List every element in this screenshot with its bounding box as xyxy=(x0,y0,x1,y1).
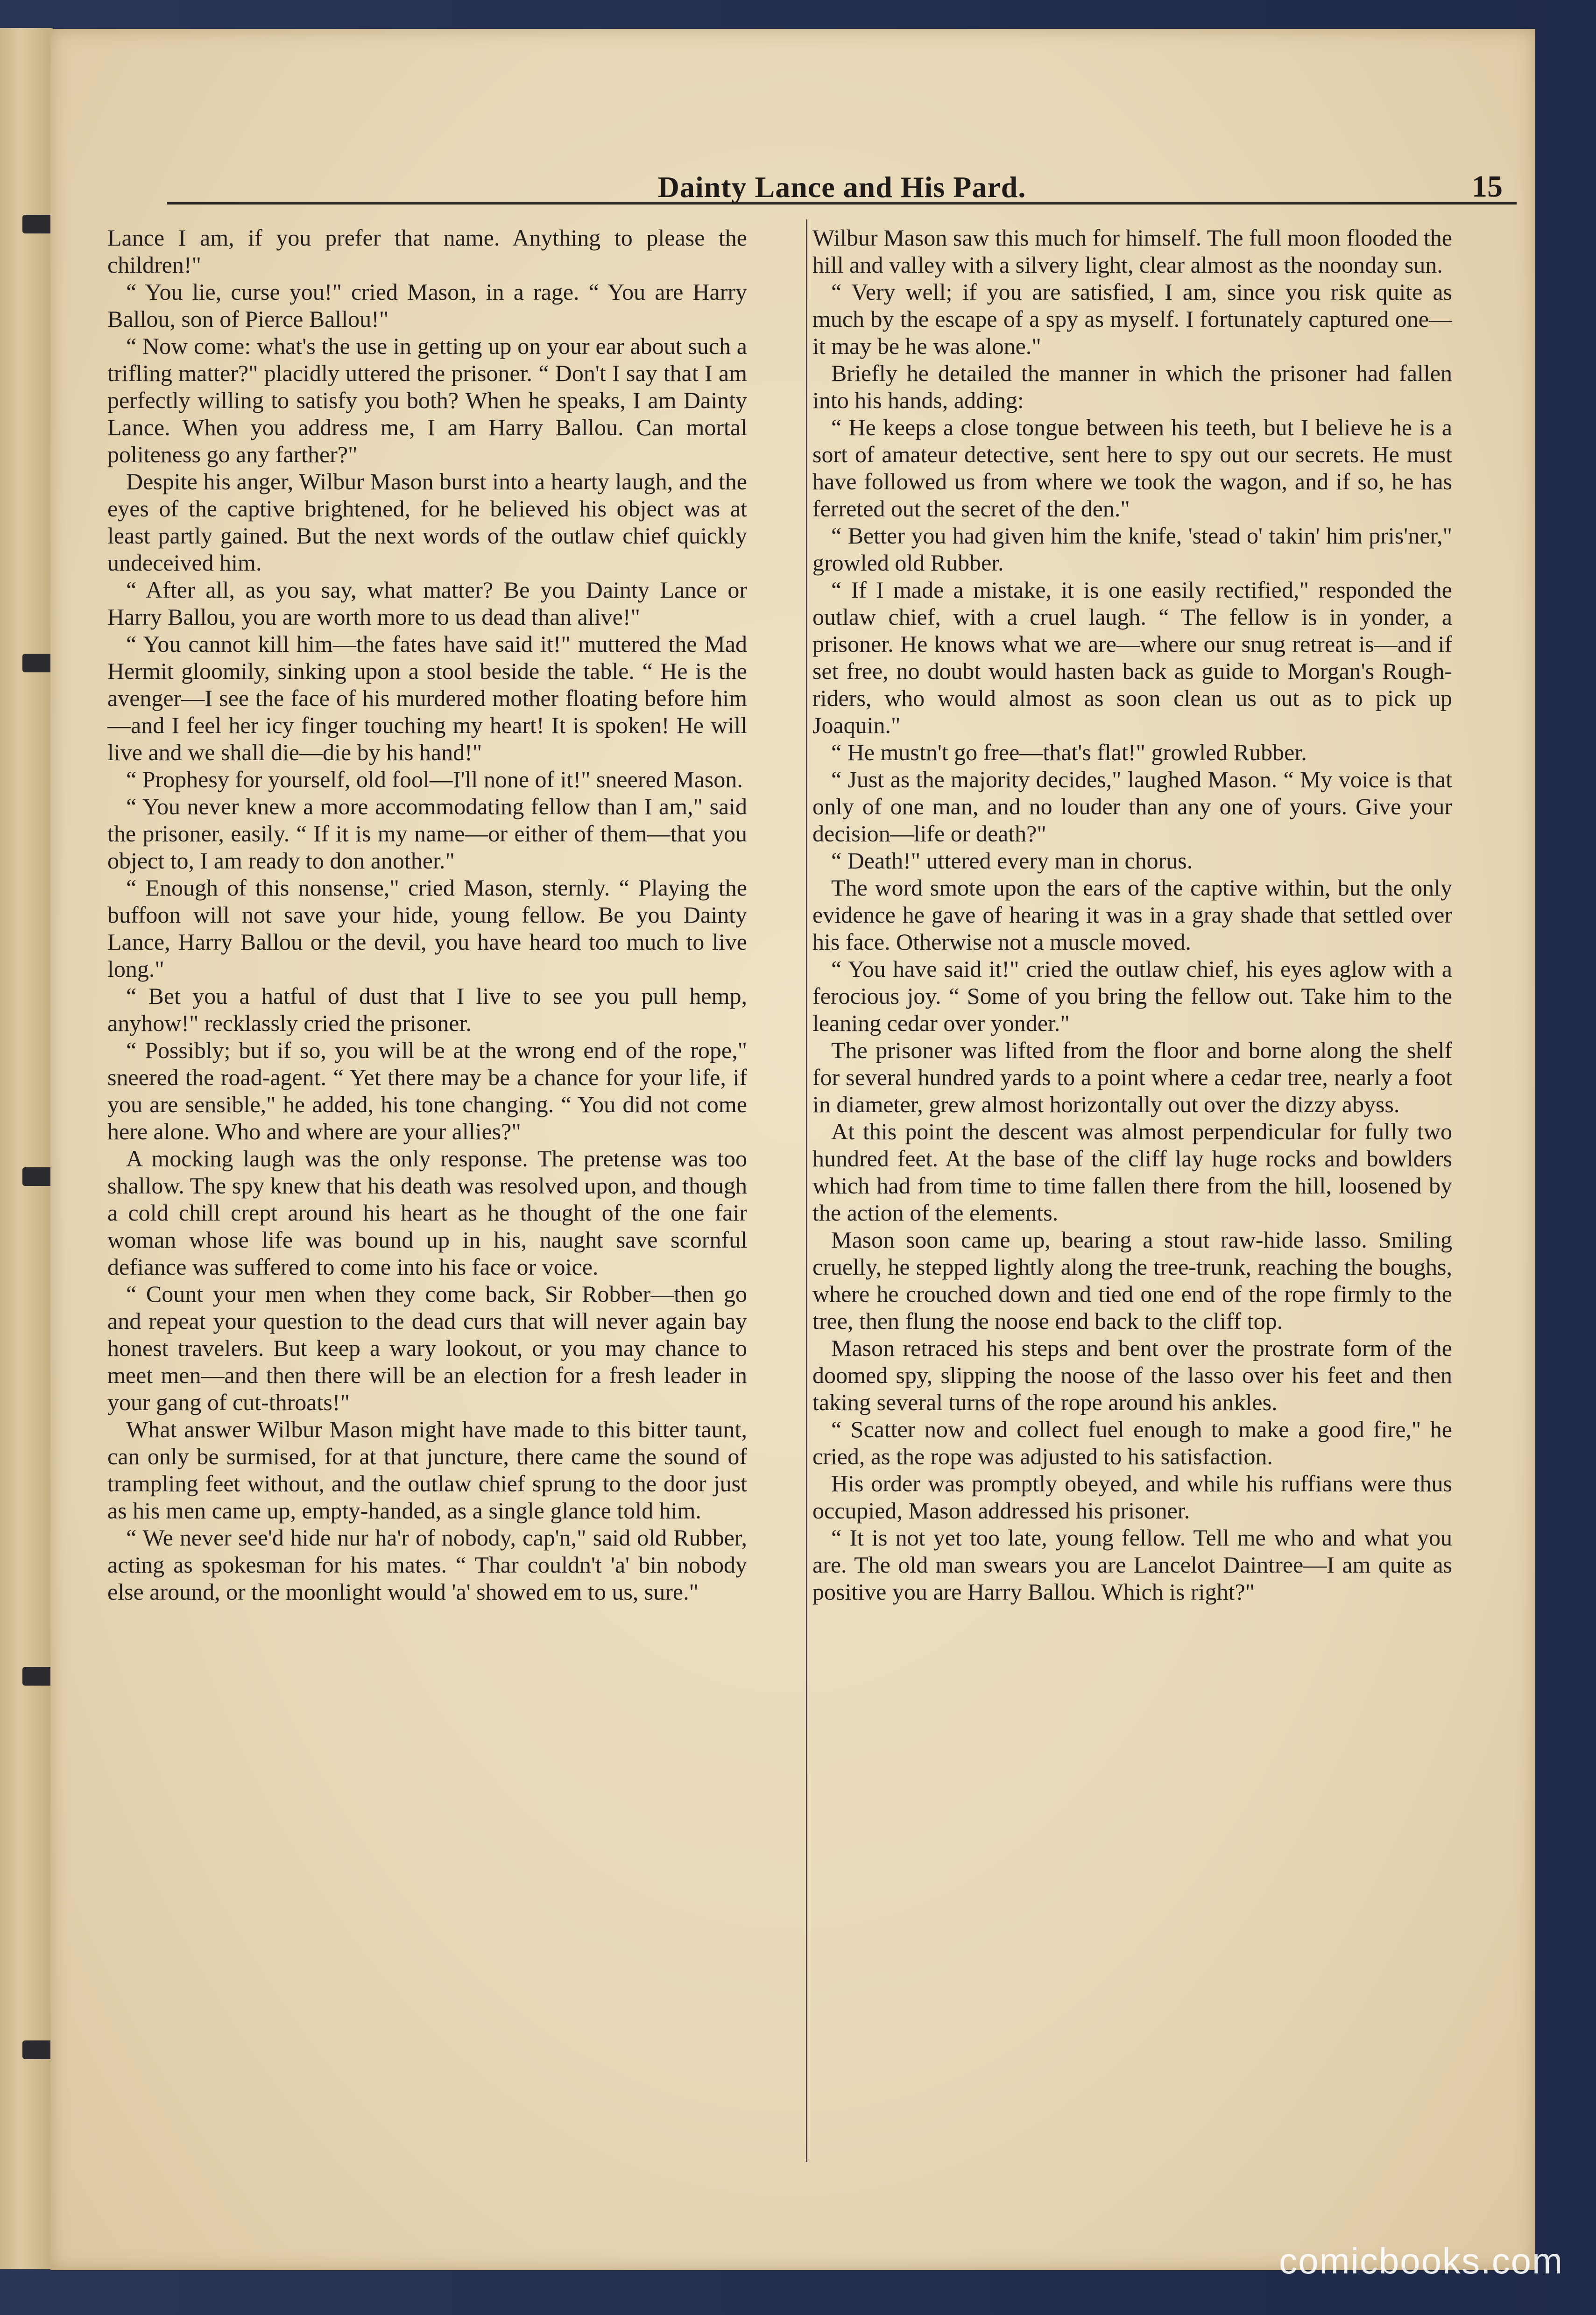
binding-spine xyxy=(0,28,53,2269)
paragraph: “ Better you had given him the knife, 'stead o' takin' him pris'ner," growled old Rubber. xyxy=(812,522,1452,576)
running-header xyxy=(167,146,1517,205)
paragraph: “ Death!" uttered every man in chorus. xyxy=(831,847,1193,874)
paragraph: “ Very well; if you are satisfied, I am, since you risk quite as much by the escape of a spy as myself. I fortunately captured one—it may be he was alone." xyxy=(812,279,1452,359)
column-divider xyxy=(806,219,807,2162)
running-title: Dainty Lance and His Pard. xyxy=(657,170,1026,204)
paragraph: At this point the descent was almost perpendicular for fully two hundred feet. At the base of the cliff lay huge rocks and bowlders which had from time to time fallen there from the hill, loosened by the action of the elements. xyxy=(812,1118,1452,1226)
paragraph: Lance I am, if you prefer that name. Anything to please the children!" xyxy=(107,225,747,278)
paragraph: “ Enough of this nonsense," cried Mason, sternly. “ Playing the buffoon will not save your hide, young fellow. Be you Dainty Lance, Harry Ballou or the devil, you have heard too much to live long." xyxy=(107,875,747,982)
paragraph: Wilbur Mason saw this much for himself. The full moon flooded the hill and valley with a silvery light, clear almost as the noonday sun. xyxy=(812,225,1452,278)
paragraph: “ Now come: what's the use in getting up on your ear about such a trifling matter?" placidly uttered the prisoner. “ Don't I say that I am perfectly willing to satisfy you both? When he speaks, I am Dainty Lance. When you address me, I am Harry Ballou. Can mortal politeness go any farther?" xyxy=(107,333,747,467)
paragraph: “ It is not yet too late, young fellow. Tell me who and what you are. The old man swears you are Lancelot Daintree—I am quite as positive you are Harry Ballou. Which is right?" xyxy=(812,1525,1452,1605)
paragraph: “ If I made a mistake, it is one easily rectified," responded the outlaw chief, with a cruel laugh. “ The fellow is in yonder, a prisoner. He knows what we are—where our snug retreat is—and if set free, no doubt would hasten back as guide to Morgan's Rough-riders, who would almost as soon clean us out as to pick up Joaquin." xyxy=(812,577,1452,738)
paragraph: “ You never knew a more accommodating fellow than I am," said the prisoner, easily. “ If it is my name—or either of them—that you object to, I am ready to don another." xyxy=(107,793,747,874)
paragraph: “ You lie, curse you!" cried Mason, in a rage. “ You are Harry Ballou, son of Pierce Ballou!" xyxy=(107,279,747,332)
paragraph: What answer Wilbur Mason might have made to this bitter taunt, can only be surmised, for at that juncture, there came the sound of trampling feet without, and the outlaw chief sprung to the door just as his men came up, empty-handed, as a single glance told him. xyxy=(107,1416,747,1524)
paragraph: “ Count your men when they come back, Sir Robber—then go and repeat your question to the dead curs that will never again bay honest travelers. But keep a wary lookout, or you may chance to meet men—and then there will be an election for a fresh leader in your gang of cut-throats!" xyxy=(107,1281,747,1415)
paragraph: “ You cannot kill him—the fates have said it!" muttered the Mad Hermit gloomily, sinking upon a stool beside the table. “ He is the avenger—I see the face of his murdered mother floating before him—and I feel her icy finger touching my heart! It is spoken! He will live and we shall die—die by his hand!" xyxy=(107,631,747,765)
watermark: comicbooks.com xyxy=(1279,2240,1563,2281)
page-number: 15 xyxy=(1472,169,1503,204)
paragraph: A mocking laugh was the only response. The pretense was too shallow. The spy knew that his death was resolved upon, and though a cold chill crept around his heart as he thought of the one fair woman whose life was bound up in his, naught save scornful defiance was suffered to come into his face or voice. xyxy=(107,1145,747,1280)
paragraph: Despite his anger, Wilbur Mason burst into a hearty laugh, and the eyes of the captive brightened, for he believed his object was at least partly gained. But the next words of the outlaw chief quickly undeceived him. xyxy=(107,468,747,576)
paragraph: “ We never see'd hide nur ha'r of nobody, cap'n," said old Rubber, acting as spokesman for his mates. “ Thar couldn't 'a' bin nobody else around, or the moonlight would 'a' showed em to us, sure." xyxy=(107,1525,747,1605)
paragraph: “ Scatter now and collect fuel enough to make a good fire," he cried, as the rope was adjusted to his satisfaction. xyxy=(812,1416,1452,1469)
paragraph: “ Bet you a hatful of dust that I live to see you pull hemp, anyhow!" recklassly cried the prisoner. xyxy=(107,983,747,1036)
paragraph: “ You have said it!" cried the outlaw chief, his eyes aglow with a ferocious joy. “ Some of you bring the fellow out. Take him to the leaning cedar over yonder." xyxy=(812,956,1452,1036)
paragraph: “ He mustn't go free—that's flat!" growled Rubber. xyxy=(831,739,1307,765)
paragraph: “ After all, as you say, what matter? Be you Dainty Lance or Harry Ballou, you are worth more to us dead than alive!" xyxy=(107,577,747,630)
paragraph: “ Possibly; but if so, you will be at the wrong end of the rope," sneered the road-agent. “ Yet there may be a chance for your life, if you are sensible," he added, his tone changing. “ You did not come here alone. Who and where are your allies?" xyxy=(107,1037,747,1144)
paragraph: The word smote upon the ears of the captive within, but the only evidence he gave of hearing it was in a gray shade that settled over his face. Otherwise not a muscle moved. xyxy=(812,875,1452,955)
right-text-column xyxy=(812,224,1452,2157)
paragraph: “ Prophesy for yourself, old fool—I'll none of it!" sneered Mason. xyxy=(126,766,743,792)
paragraph: His order was promptly obeyed, and while his ruffians were thus occupied, Mason addressed his prisoner. xyxy=(812,1470,1452,1524)
left-text-column xyxy=(107,224,747,2157)
paragraph: “ Just as the majority decides," laughed Mason. “ My voice is that only of one man, and no louder than any one of yours. Give your decision—life or death?" xyxy=(812,766,1452,847)
paragraph: “ He keeps a close tongue between his teeth, but I believe he is a sort of amateur detective, sent here to spy out our secrets. He must have followed us from where we took the wagon, and if so, he has ferreted out the secret of the den." xyxy=(812,414,1452,522)
paragraph: The prisoner was lifted from the floor and borne along the shelf for several hundred yards to a point where a cedar tree, nearly a foot in diameter, grew almost horizontally out over the dizzy abyss. xyxy=(812,1037,1452,1117)
paragraph: Briefly he detailed the manner in which the prisoner had fallen into his hands, adding: xyxy=(812,360,1452,413)
paragraph: Mason soon came up, bearing a stout raw-hide lasso. Smiling cruelly, he stepped lightly along the tree-trunk, reaching the boughs, where he crouched down and tied one end of the rope firmly to the tree, then flung the noose end back to the cliff top. xyxy=(812,1227,1452,1334)
paragraph: Mason retraced his steps and bent over the prostrate form of the doomed spy, slipping the noose of the lasso over his feet and then taking several turns of the rope around his ankles. xyxy=(812,1335,1452,1415)
